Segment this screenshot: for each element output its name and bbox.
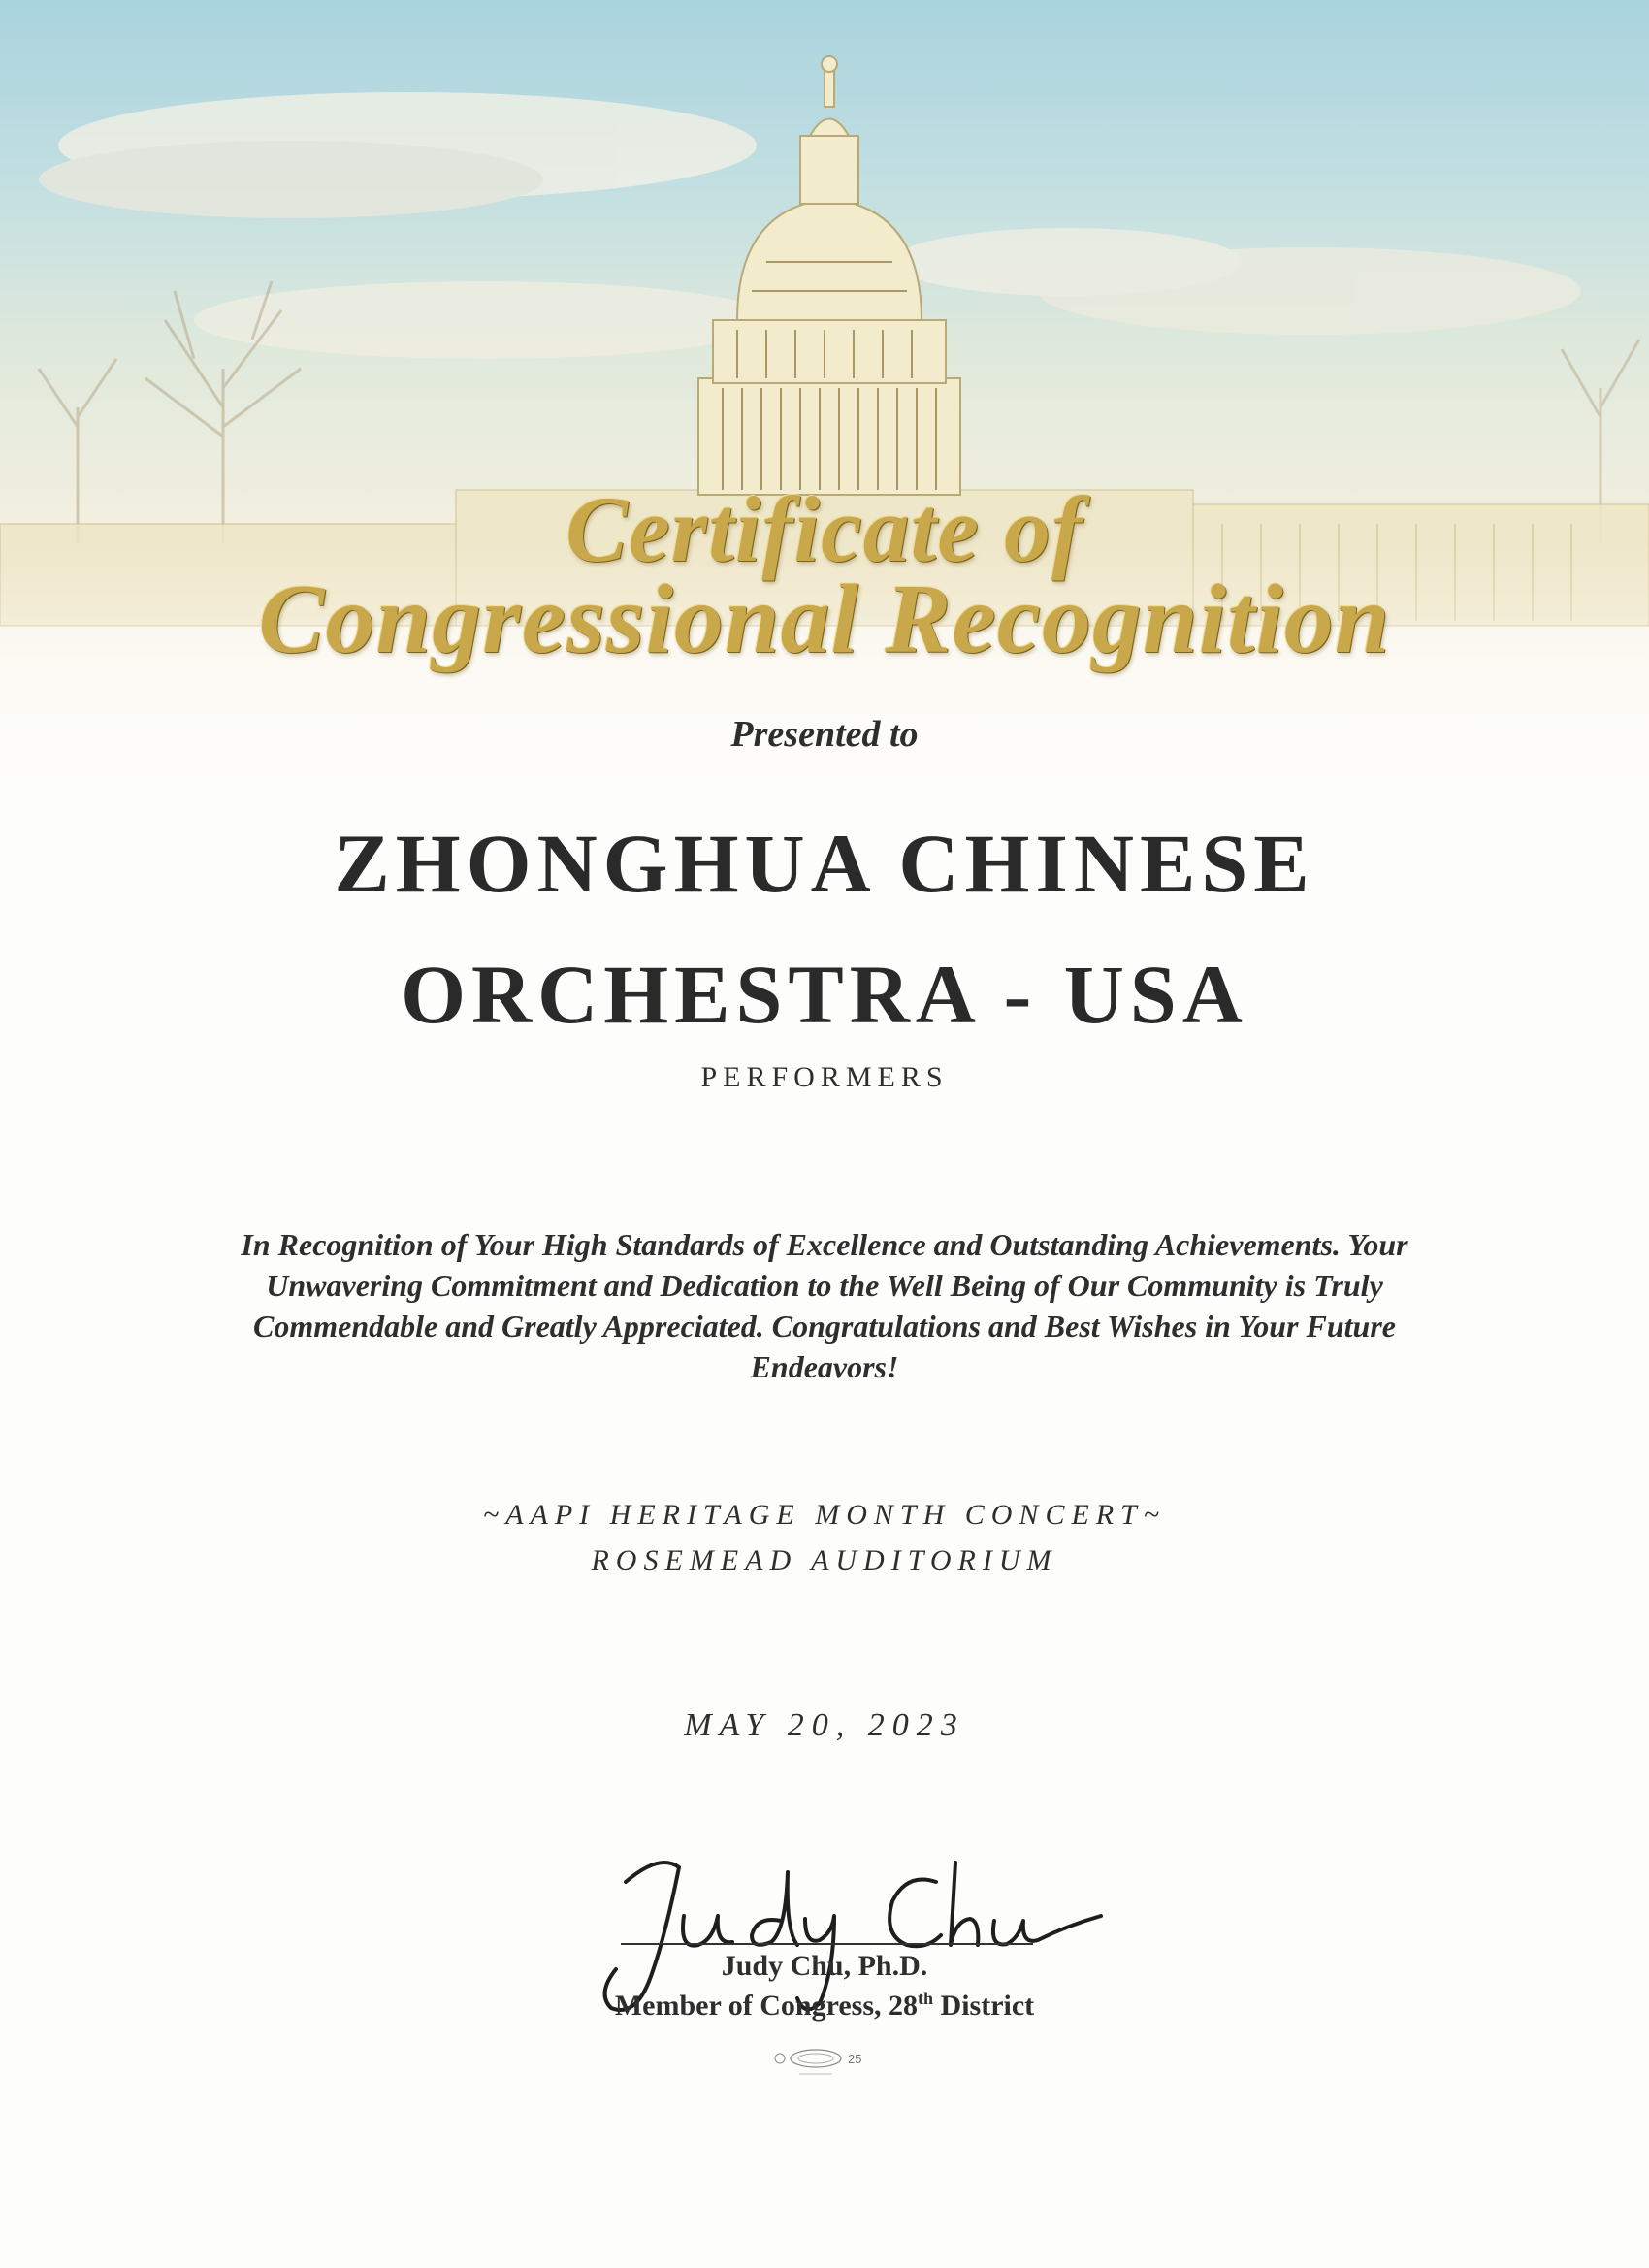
- printer-mark-number: 25: [848, 2052, 862, 2066]
- certificate-title-line-1: Certificate of: [566, 477, 1083, 581]
- signer-name: Judy Chu, Ph.D.: [721, 1950, 928, 1982]
- certificate-date: MAY 20, 2023: [684, 1707, 965, 1743]
- certificate-title-line-2: Congressional Recognition: [258, 565, 1391, 674]
- signer-title-suffix: District: [933, 1990, 1035, 2022]
- recipient-name-line-1: ZHONGHUA CHINESE: [334, 817, 1315, 910]
- capitol-illustration: [0, 0, 1649, 834]
- capitol-banner: [0, 0, 1649, 834]
- signer-title-prefix: Member of Congress, 28: [614, 1990, 919, 2022]
- signature-line: [621, 1943, 1033, 1945]
- printer-union-bug-icon: [772, 2045, 879, 2084]
- citation-text: In Recognition of Your High Standards of Excellence and Outstanding Achievements. Your Unwavering Commitment and Dedication to the Well Being of Our Community is Truly Commendable and Greatly Appreciated. Congratulations and Best Wishes in Your Future Endeavors!: [241, 1227, 1408, 1384]
- presented-to-label: Presented to: [730, 714, 919, 755]
- signer-title: [0, 1989, 1649, 2023]
- recipient-name-line-2: ORCHESTRA - USA: [401, 948, 1248, 1041]
- recipient-subtitle: PERFORMERS: [700, 1061, 949, 1093]
- event-venue: ROSEMEAD AUDITORIUM: [591, 1544, 1058, 1576]
- event-name: ~AAPI HERITAGE MONTH CONCERT~: [482, 1499, 1167, 1531]
- signer-title-ordinal: th: [918, 1989, 934, 2008]
